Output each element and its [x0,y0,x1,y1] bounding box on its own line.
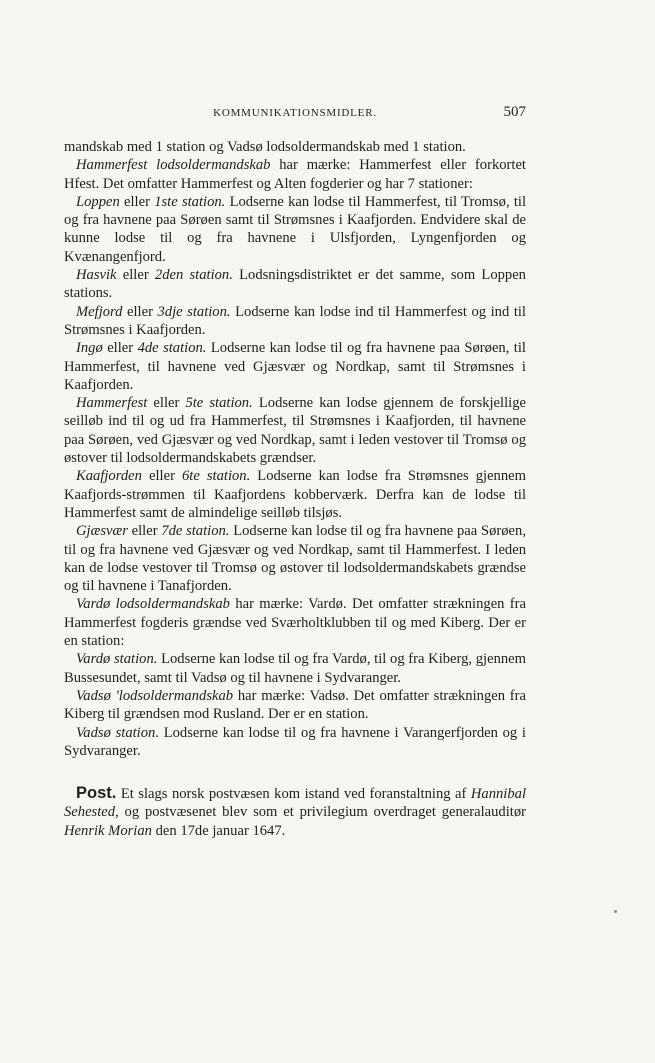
paragraph-mefjord [64,303,526,340]
paragraph-kaafjorden [64,467,526,522]
paragraph-lead: Vadsø 'lodsoldermandskab [76,687,234,704]
margin-mark [614,910,617,913]
paragraph-hammerfest-station [64,394,526,467]
paragraph-text: , og postvæsenet blev som et privilegium overdraget generalauditør [115,804,526,821]
paragraph-vadso-station [64,724,526,761]
paragraph-post [64,784,526,840]
paragraph-ingo [64,339,526,394]
paragraph-lead: Mefjord [76,303,123,320]
person-name: Hannibal Sehested [64,786,526,821]
paragraph-text: Lodserne kan lodse til og fra havnene paa Sørøen, til og fra havnene ved Gjæsvær og ved Nordkap, samt til Hammerfest. I leden kan de lodse vestover til Tromsø og østover til lodsoldermandskabets grændse og til havnene i Tanafjorden. [64,523,526,595]
paragraph-text: den 17de januar 1647. [151,822,286,839]
paragraph-vardo-mandskab [64,595,526,650]
paragraph-station: 7de station. [161,523,230,540]
paragraph-lead: Hammerfest [76,395,148,412]
paragraph-hammerfest-mandskab [64,156,526,193]
paragraph-station: 2den station. [154,267,233,284]
paragraph-text: har mærke: Hammerfest eller forkortet Hfest. Det omfatter Hammerfest og Alten fogderier og har 7 stationer: [64,157,526,192]
section-heading: Post. [76,784,117,803]
paragraph-lead: Vardø lodsoldermandskab [76,596,230,613]
paragraph-text: Lodserne kan lodse til og fra havnene i Varangerfjorden og i Sydvaranger. [64,724,526,759]
paragraph-text: Lodsningsdistriktet er det samme, som Loppen stations. [64,267,526,302]
running-head [64,104,526,124]
person-name: Henrik Morian [64,822,152,839]
paragraph-vadso-mandskab [64,687,526,724]
paragraph-text: Lodserne kan lodse til Hammerfest, til Tromsø, til og fra havnene paa Sørøen samt til Strømsnes i Kaafjorden. Endvidere skal de kunne lodse til og fra havnene i Ulsfjorden, Lyngenfjorden og Kvænangenfjord. [64,193,526,265]
paragraph-text: mandskab med 1 station og Vadsø lodsoldermandskab med 1 station. [64,139,466,155]
paragraph-text: Lodserne kan lodse fra Strømsnes gjennem Kaafjords-strømmen til Kaafjordens kobberværk. Derfra kan de lodse til Hammerfest samt de almindelige seilløb tilsjøs. [64,468,526,521]
body-text [64,138,526,840]
paragraph-connector: eller [119,193,155,210]
paragraph-connector: eller [147,395,186,412]
paragraph-station: 5te station. [185,395,253,412]
paragraph-text: har mærke: Vadsø. Det omfatter strækningen fra Kiberg til grændsen mod Rusland. Der er en station. [64,687,526,723]
paragraph-lead: Hammerfest lodsoldermandskab [76,157,271,174]
paragraph-lead: Ingø [76,340,103,357]
paragraph-text: Lodserne kan lodse til og fra Vardø, til og fra Kiberg, gjennem Bussesundet, samt til Vadsø og til havnene i Sydvaranger. [64,651,527,686]
paragraph-connector: eller [122,303,158,320]
paragraph-lead: Kaafjorden [76,468,142,485]
paragraph-connector: eller [116,267,155,284]
paragraph-lead: Gjæsvær [76,523,128,540]
paragraph-connector: eller [102,340,138,357]
paragraph-lead: Hasvik [76,267,117,284]
paragraph-loppen [64,193,526,266]
paragraph-station: 3dje station. [157,303,231,320]
paragraph-station: 1ste station. [154,193,226,210]
paragraph-station: 6te station. [181,468,251,485]
paragraph-lead: Vadsø station. [76,724,159,741]
page-number: 507 [503,104,526,120]
paragraph-lead: Loppen [76,193,120,210]
paragraph-text: Et slags norsk postvæsen kom istand ved foranstaltning af [116,786,471,803]
paragraph-text: Lodserne kan lodse til og fra havnene paa Sørøen, til Hammerfest, til havnene ved Gjæsvær og Nordkap, samt til Strømsnes i Kaafjorden. [64,340,526,393]
paragraph-gjaesvaer [64,522,526,595]
paragraph-text: har mærke: Vardø. Det omfatter strækningen fra Hammerfest fogderis grændse ved Sværholtklubben til og med Kiberg. Der er en station: [64,596,526,650]
running-title: KOMMUNIKATIONSMIDLER. [213,107,377,119]
paragraph-vardo-station [64,650,526,687]
paragraph-lead: Vardø station. [76,651,158,668]
paragraph-hasvik [64,266,526,303]
paragraph-text: Lodserne kan lodse ind til Hammerfest og ind til Strømsnes i Kaafjorden. [64,303,526,338]
paragraph-continuation [64,138,526,156]
paragraph-connector: eller [127,523,162,540]
paragraph-text: Lodserne kan lodse gjennem de forskjellige seilløb ind til og ud fra Hammerfest, til Strømsnes i Kaafjorden, til havnene paa Sørøen, ved Gjæsvær og ved Nordkap, samt i leden vestover til Tromsø og østover til lodsoldermandskabets grændser. [64,395,526,467]
paragraph-connector: eller [141,468,182,485]
paragraph-station: 4de station. [137,340,207,357]
